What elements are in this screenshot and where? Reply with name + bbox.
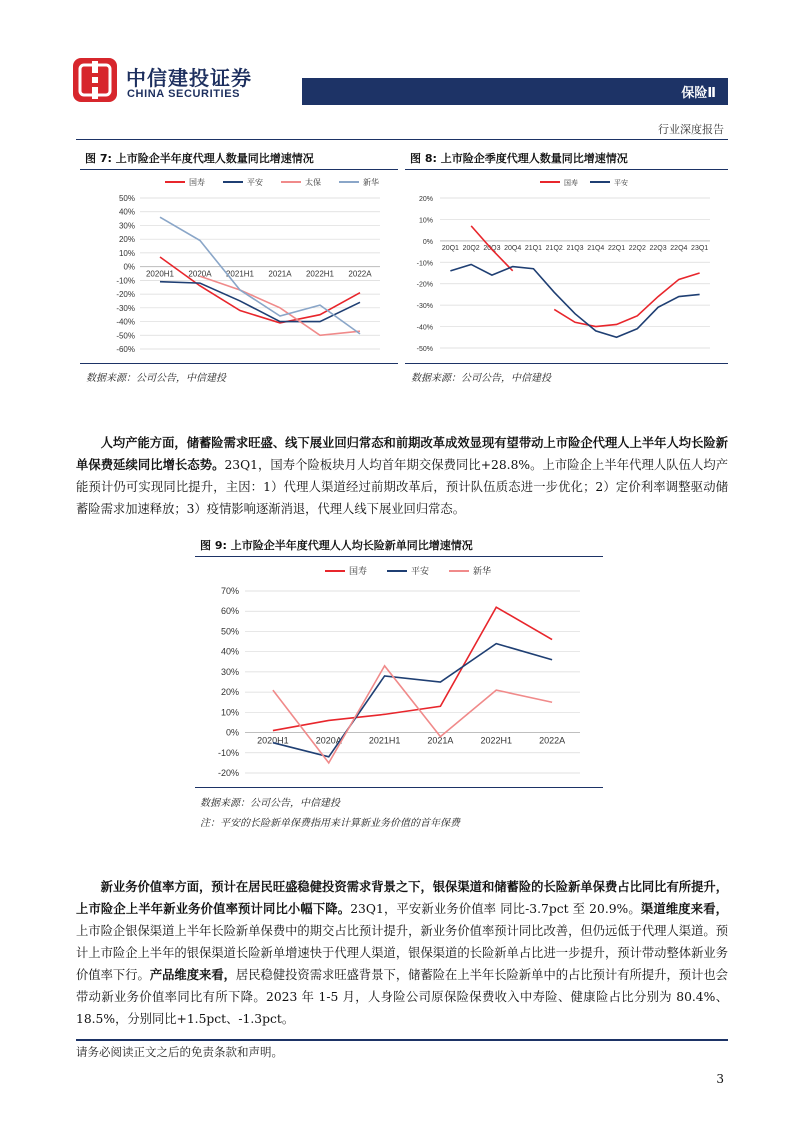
legend-label: 平安	[411, 566, 430, 576]
y-tick-label: -20%	[416, 281, 433, 289]
y-tick-label: -60%	[116, 345, 135, 354]
paragraph2-bold1: 新业务价值率方面，预计在居民旺盛稳健投资需求背景之下，银保渠道和储蓄险的长险新单保费占比同比有所提升，上市险企上半年新业务价值率预计同比小幅下降。	[76, 879, 728, 916]
x-tick-label: 20Q3	[483, 244, 501, 252]
x-tick-label: 2022A	[539, 735, 566, 746]
y-tick-label: 50%	[118, 194, 135, 203]
y-tick-label: 10%	[118, 248, 135, 258]
series-line-平安	[160, 282, 360, 322]
legend-label: 平安	[247, 178, 263, 187]
fig7-bottom-rule	[80, 363, 398, 364]
y-tick-label: -30%	[116, 303, 135, 313]
logo-chinese-name: 中信建投证券	[126, 66, 252, 90]
x-tick-label: 23Q1	[691, 244, 709, 252]
paragraph2-bold3: 产品维度来看，	[149, 967, 236, 982]
paragraph-agent-productivity	[76, 432, 728, 520]
x-tick-label: 22Q1	[607, 244, 626, 252]
y-tick-label: -40%	[416, 324, 433, 332]
x-tick-label: 2020A	[188, 269, 212, 279]
fig8-chart	[405, 170, 728, 362]
y-tick-label: -10%	[416, 260, 433, 268]
x-tick-label: 21Q1	[524, 244, 543, 252]
footer-divider	[76, 1039, 728, 1041]
y-tick-label: -10%	[116, 276, 135, 286]
fig7-title: 图 7: 上市险企半年度代理人数量同比增速情况	[85, 152, 314, 165]
fig7-source: 数据来源：公司公告，中信建投	[86, 373, 226, 384]
fig9-note: 注：平安的长险新单保费指用来计算新业务价值的首年保费	[200, 818, 460, 829]
legend-label: 国寿	[564, 180, 578, 187]
page-number: 3	[716, 1072, 724, 1086]
legend-label: 国寿	[189, 178, 205, 187]
y-tick-label: 20%	[418, 196, 433, 203]
y-tick-label: -50%	[116, 331, 135, 341]
header-divider	[76, 139, 728, 140]
x-tick-label: 22Q2	[628, 244, 646, 252]
y-tick-label: 60%	[220, 606, 239, 617]
x-tick-label: 20Q1	[441, 244, 459, 252]
x-tick-label: 2022H1	[480, 735, 513, 746]
y-tick-label: 0%	[422, 238, 433, 246]
fig7-chart	[80, 170, 398, 362]
paragraph2-text1: 23Q1，平安新业务价值率 同比-3.7pct 至 20.9%。	[350, 902, 641, 916]
legend-label: 国寿	[349, 566, 368, 576]
disclaimer-note: 请务必阅读正文之后的免责条款和声明。	[76, 1045, 283, 1059]
y-tick-label: -20%	[116, 290, 135, 300]
report-type: 行业深度报告	[658, 123, 724, 136]
y-tick-label: 30%	[118, 221, 135, 231]
y-tick-label: 0%	[123, 262, 135, 272]
fig8-bottom-rule	[405, 363, 728, 364]
section-banner	[302, 78, 728, 105]
section-label: 保险Ⅱ	[681, 86, 716, 101]
y-tick-label: 20%	[220, 687, 239, 698]
y-tick-label: 0%	[225, 727, 239, 738]
fig8-title: 图 8: 上市险企季度代理人数量同比增速情况	[410, 152, 628, 165]
series-line-新华	[273, 666, 552, 763]
x-tick-label: 20Q4	[504, 244, 522, 252]
y-tick-label: -20%	[217, 768, 239, 778]
x-tick-label: 2021H1	[225, 269, 255, 279]
fig9-source: 数据来源：公司公告，中信建投	[200, 798, 340, 809]
y-tick-label: 40%	[220, 646, 239, 657]
x-tick-label: 21Q2	[545, 244, 563, 252]
x-tick-label: 2020H1	[145, 269, 175, 279]
y-tick-label: -30%	[416, 303, 433, 311]
logo-english-name: CHINA SECURITIES	[127, 88, 241, 100]
x-tick-label: 2020H1	[257, 735, 289, 746]
paragraph1-bold: 人均产能方面，储蓄险需求旺盛、线下展业回归常态和前期改革成效显现有望带动上市险企代理人上半年人均长险新单保费延续同比增长态势。	[76, 435, 728, 472]
legend-label: 新华	[473, 566, 492, 576]
legend-label: 太保	[305, 178, 321, 187]
fig8-source: 数据来源：公司公告，中信建投	[411, 373, 551, 384]
x-tick-label: 20Q2	[462, 244, 480, 252]
series-line-国寿	[554, 273, 699, 327]
y-tick-label: -40%	[116, 317, 135, 327]
fig9-chart	[195, 557, 603, 785]
x-tick-label: 22Q4	[670, 244, 688, 252]
x-tick-label: 2020A	[315, 735, 342, 746]
paragraph1-text: 23Q1，国寿个险板块月人均首年期交保费同比+28.8%。上市险企上半年代理人队伍人均产能预计仍可实现同比提升，主因：1）代理人渠道经过前期改革后，预计队伍质态进一步优化；2）定价利率调整驱动储蓄险需求加速释放；3）疫情影响逐渐消退，代理人线下展业回归常态。	[76, 458, 728, 516]
y-tick-label: 10%	[220, 707, 239, 718]
y-tick-label: 40%	[118, 207, 135, 217]
y-tick-label: 30%	[220, 666, 239, 677]
y-tick-label: 50%	[220, 626, 239, 637]
x-tick-label: 2022A	[348, 269, 372, 279]
fig9-bottom-rule	[195, 787, 603, 788]
y-tick-label: 20%	[118, 235, 135, 245]
paragraph2-text3: 居民稳健投资需求旺盛背景下，储蓄险在上半年长险新单中的占比预计有所提升，预计也会带动新业务价值率同比有所下降。2023 年 1-5 月，人身险公司原保险保费收入中寿险、健康险占比分别为 80.4%、18.5%，分别同比+1.5pct、-1.3pct。	[76, 968, 728, 1026]
paragraph-nbv-margin	[76, 876, 728, 1030]
y-tick-label: -50%	[416, 346, 433, 353]
x-tick-label: 21Q4	[587, 244, 605, 252]
x-tick-label: 2021H1	[368, 735, 401, 746]
citic-logo-icon	[70, 55, 120, 105]
x-tick-label: 22Q3	[649, 244, 667, 252]
paragraph2-bold2: 渠道维度来看，	[640, 901, 728, 916]
x-tick-label: 2021A	[268, 269, 292, 279]
paragraph2-text2: 上市险企银保渠道上半年长险新单保费中的期交占比预计提升，新业务价值率预计同比改善，但仍远低于代理人渠道。预计上市险企上半年的银保渠道长险新单增速快于代理人渠道，银保渠道的长险新单占比进一步提升，预计带动整体新业务价值率下行。	[76, 924, 728, 982]
y-tick-label: 70%	[220, 586, 239, 596]
x-tick-label: 2021A	[427, 735, 454, 746]
legend-label: 新华	[363, 178, 379, 187]
legend-label: 平安	[614, 180, 628, 187]
y-tick-label: 10%	[418, 217, 433, 225]
fig9-title: 图 9: 上市险企半年度代理人人均长险新单同比增速情况	[200, 539, 473, 552]
x-tick-label: 21Q3	[566, 244, 584, 252]
y-tick-label: -10%	[217, 747, 239, 758]
x-tick-label: 2022H1	[305, 269, 335, 279]
